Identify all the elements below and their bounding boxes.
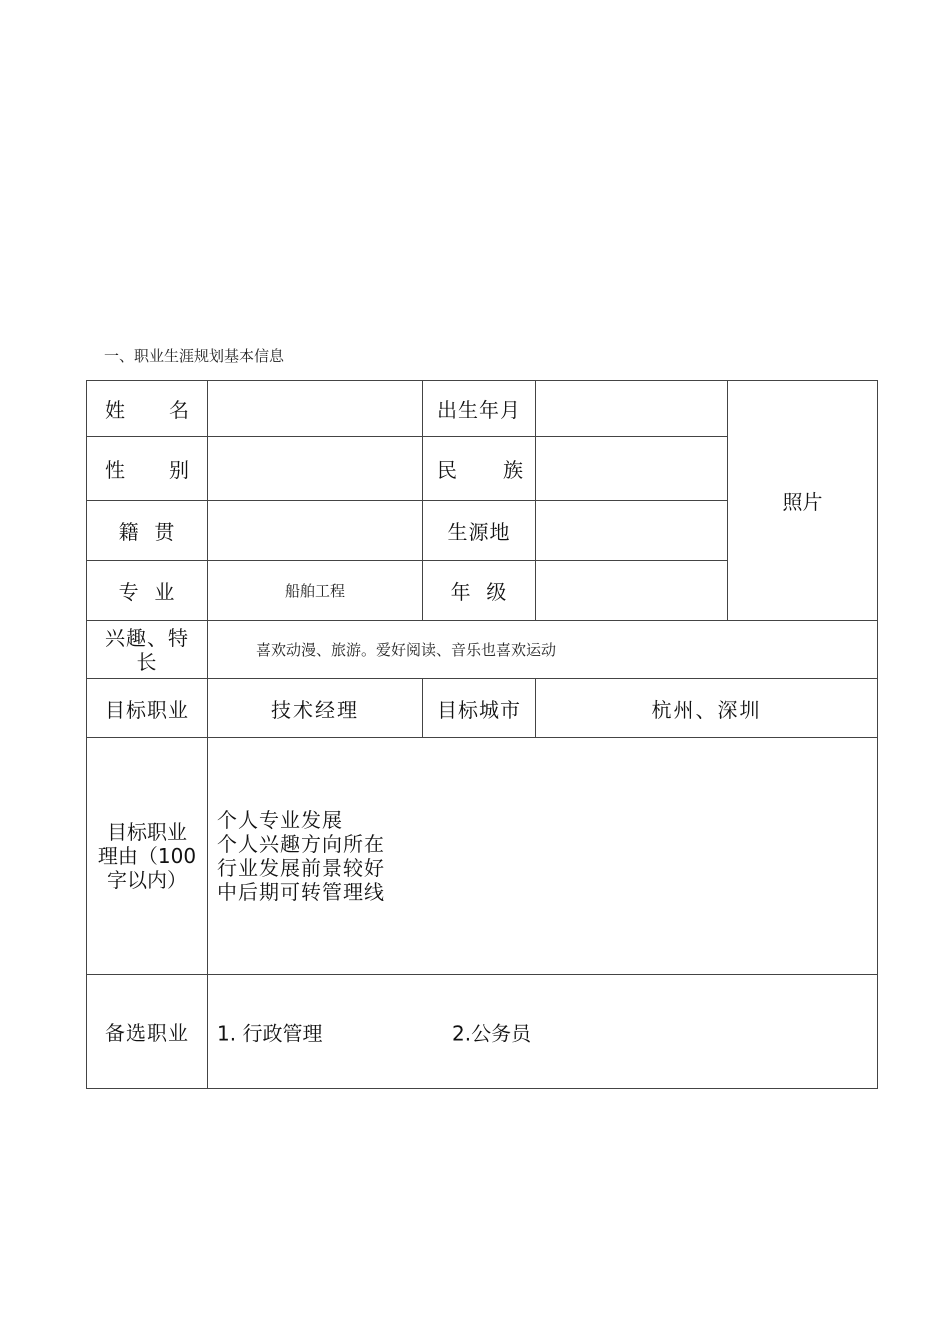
alt-job-2: 2.公务员 — [452, 1021, 532, 1045]
reason-label: 目标职业 理由（100 字以内） — [87, 738, 208, 975]
source-label: 生源地 — [423, 501, 536, 561]
grade-field[interactable] — [536, 561, 728, 621]
major-field[interactable]: 船舶工程 — [208, 561, 423, 621]
ethnic-label: 民 族 — [423, 437, 536, 501]
source-field[interactable] — [536, 501, 728, 561]
target-job-field[interactable]: 技术经理 — [208, 679, 423, 738]
origin-label: 籍 贯 — [87, 501, 208, 561]
birth-label: 出生年月 — [423, 381, 536, 437]
reason-line: 个人专业发展 — [217, 808, 343, 832]
alt-job-1: 1. 行政管理 — [217, 1021, 323, 1045]
origin-field[interactable] — [208, 501, 423, 561]
target-job-label: 目标职业 — [87, 679, 208, 738]
reason-line: 中后期可转管理线 — [217, 880, 385, 904]
photo-box[interactable] — [728, 381, 878, 621]
section-heading: 一、职业生涯规划基本信息 — [104, 347, 285, 365]
reason-line: 行业发展前景较好 — [217, 856, 385, 880]
career-info-form — [86, 380, 878, 1089]
gender-label: 性 别 — [87, 437, 208, 501]
reason-line: 个人兴趣方向所在 — [217, 832, 385, 856]
major-label: 专 业 — [87, 561, 208, 621]
name-field[interactable] — [208, 381, 423, 437]
ethnic-field[interactable] — [536, 437, 728, 501]
gender-field[interactable] — [208, 437, 423, 501]
alt-job-field[interactable] — [208, 975, 878, 1089]
interest-label: 兴趣、特长 — [87, 621, 208, 679]
photo-label: 照片 — [782, 490, 823, 514]
name-label: 姓 名 — [87, 381, 208, 437]
birth-field[interactable] — [536, 381, 728, 437]
target-city-field[interactable]: 杭州、深圳 — [536, 679, 878, 738]
alt-job-label: 备选职业 — [87, 975, 208, 1089]
target-city-label: 目标城市 — [423, 679, 536, 738]
interest-field[interactable]: 喜欢动漫、旅游。爱好阅读、音乐也喜欢运动 — [208, 621, 878, 679]
reason-field[interactable] — [208, 738, 878, 975]
grade-label: 年 级 — [423, 561, 536, 621]
